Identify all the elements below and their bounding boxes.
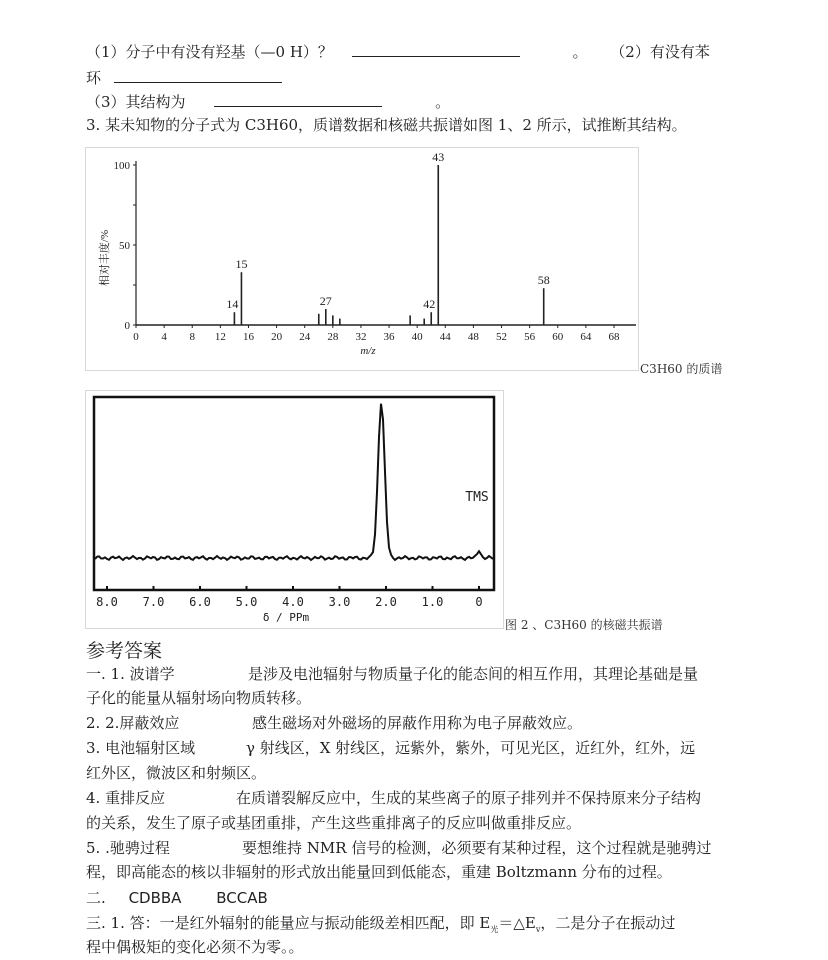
peak-label: 42 bbox=[423, 297, 436, 312]
x-tick-label: 6.0 bbox=[189, 595, 211, 609]
answer-4-line bbox=[86, 788, 701, 808]
answer-3-cont: 红外区，微波区和射频区。 bbox=[86, 764, 267, 782]
problem-3: 3. 某未知物的分子式为 C3H60，质谱数据和核磁共振谱如图 1、2 所示，试推断其结构。 bbox=[86, 116, 687, 134]
answer-1-def: 是涉及电池辐射与物质量子化的能态间的相互作用，其理论基础是量 bbox=[248, 665, 699, 683]
x-tick-label: 8.0 bbox=[96, 595, 118, 609]
nmr-frame bbox=[94, 397, 494, 590]
answers-heading: 参考答案 bbox=[86, 640, 163, 662]
nmr-spectrum-trace bbox=[95, 404, 493, 560]
answer-2-def: 感生磁场对外磁场的屏蔽作用称为电子屏蔽效应。 bbox=[252, 714, 583, 732]
answer-4-cont: 的关系，发生了原子或基团重排，产生这些重排离子的反应叫做重排反应。 bbox=[86, 814, 582, 832]
x-tick-label: 48 bbox=[467, 331, 479, 343]
answer-2-line bbox=[86, 713, 582, 733]
answer-3-def: γ 射线区，X 射线区，远紫外，紫外，可见光区，近红外，红外，远 bbox=[246, 739, 696, 757]
part-3-text-b: ，二是分子在振动过 bbox=[540, 914, 676, 932]
mass-spectrum-chart bbox=[86, 148, 638, 370]
period: 。 bbox=[435, 93, 451, 111]
x-tick-label: 0 bbox=[475, 595, 483, 609]
x-tick-label: 20 bbox=[271, 331, 283, 343]
subscript-light: 光 bbox=[490, 925, 499, 934]
x-tick-label: 36 bbox=[383, 331, 395, 343]
x-tick-label: 60 bbox=[552, 331, 564, 343]
x-tick-label: 68 bbox=[608, 331, 620, 343]
answer-5-line bbox=[86, 838, 711, 858]
part-3-equation: ＝△E bbox=[498, 914, 536, 932]
part-2-answers-b: BCCAB bbox=[216, 889, 268, 907]
answer-2-term: 2. 2.屏蔽效应 bbox=[86, 714, 180, 732]
x-tick-label: 24 bbox=[299, 331, 311, 343]
answer-1-cont: 子化的能量从辐射场向物质转移。 bbox=[86, 689, 312, 707]
x-tick-label: 56 bbox=[524, 331, 536, 343]
x-tick-label: 12 bbox=[214, 331, 226, 343]
part-3-line bbox=[86, 913, 675, 940]
peak-label: 27 bbox=[319, 294, 332, 308]
y-axis-label: 相对丰度/% bbox=[99, 229, 111, 287]
subscript-v: v bbox=[535, 925, 541, 934]
peak-label: 58 bbox=[537, 273, 550, 288]
x-tick-label: 32 bbox=[355, 331, 367, 343]
part-3-cont: 程中偶极矩的变化必须不为零。。 bbox=[86, 938, 304, 956]
x-tick-label: 44 bbox=[439, 331, 451, 343]
y-tick-label: 0 bbox=[124, 320, 130, 332]
x-tick-label: 2.0 bbox=[375, 595, 397, 609]
x-tick-label: 4 bbox=[161, 331, 167, 343]
answer-blank-3[interactable] bbox=[214, 90, 382, 107]
mass-spectrum-figure bbox=[85, 147, 639, 371]
answer-5-term: 5. .驰骋过程 bbox=[86, 839, 170, 857]
period: 。 bbox=[572, 43, 588, 61]
question-1-line bbox=[86, 40, 710, 62]
question-2-cont: 环 bbox=[86, 69, 102, 87]
x-tick-label: 7.0 bbox=[142, 595, 165, 609]
question-1-text: （1）分子中有没有羟基（—0 H）？ bbox=[86, 43, 333, 61]
x-tick-label: 40 bbox=[411, 331, 423, 343]
question-3-line bbox=[86, 90, 450, 112]
answer-blank-1[interactable] bbox=[352, 40, 520, 57]
question-3-text: （3）其结构为 bbox=[86, 93, 186, 111]
answer-1-line bbox=[86, 664, 698, 684]
answer-4-def: 在质谱裂解反应中，生成的某些离子的原子排列并不保持原来分子结构 bbox=[236, 789, 702, 807]
nmr-figure bbox=[85, 390, 504, 629]
answer-blank-2[interactable] bbox=[114, 66, 282, 83]
answer-4-term: 4. 重排反应 bbox=[86, 789, 166, 807]
y-tick-label: 50 bbox=[119, 240, 130, 252]
part-2-label: 二. bbox=[86, 889, 106, 907]
x-axis-label: δ / PPm bbox=[262, 611, 310, 624]
x-axis-label: m/z bbox=[360, 345, 376, 357]
answer-5-cont: 程，即高能态的核以非辐射的形式放出能量回到低能态，重建 Boltzmann 分布的过程。 bbox=[86, 863, 672, 881]
part-2-answers-a: CDBBA bbox=[128, 889, 182, 907]
y-tick-label: 100 bbox=[113, 160, 130, 172]
answer-1-term: 一. 1. 波谱学 bbox=[86, 665, 175, 683]
x-tick-label: 28 bbox=[327, 331, 339, 343]
x-tick-label: 5.0 bbox=[235, 595, 258, 609]
part-2-line bbox=[86, 888, 268, 908]
answer-5-def: 要想维持 NMR 信号的检测，必须要有某种过程，这个过程就是驰骋过 bbox=[242, 839, 712, 857]
x-tick-label: 8 bbox=[189, 331, 195, 343]
answer-3-term: 3. 电池辐射区域 bbox=[86, 739, 196, 757]
x-tick-label: 3.0 bbox=[328, 595, 351, 609]
x-tick-label: 4.0 bbox=[282, 595, 304, 609]
peak-label: 14 bbox=[226, 297, 239, 312]
x-tick-label: 1.0 bbox=[421, 595, 444, 609]
tms-label: TMS bbox=[465, 490, 489, 505]
peak-label: 15 bbox=[235, 257, 248, 272]
figure-2-caption: 图 2 、C3H60 的核磁共振谱 bbox=[505, 618, 663, 632]
question-2-line bbox=[86, 66, 282, 88]
part-3-text-a: 三. 1. 答：一是红外辐射的能量应与振动能级差相匹配，即 E bbox=[86, 914, 491, 932]
x-tick-label: 52 bbox=[496, 331, 508, 343]
peak-label: 43 bbox=[432, 150, 445, 164]
x-tick-label: 16 bbox=[242, 331, 254, 343]
question-2-text: （2）有没有苯 bbox=[610, 43, 710, 61]
x-tick-label: 64 bbox=[580, 331, 592, 343]
nmr-chart bbox=[86, 391, 503, 628]
figure-1-caption: C3H60 的质谱 bbox=[640, 362, 723, 376]
x-tick-label: 0 bbox=[133, 331, 139, 343]
answer-3-line bbox=[86, 738, 695, 758]
